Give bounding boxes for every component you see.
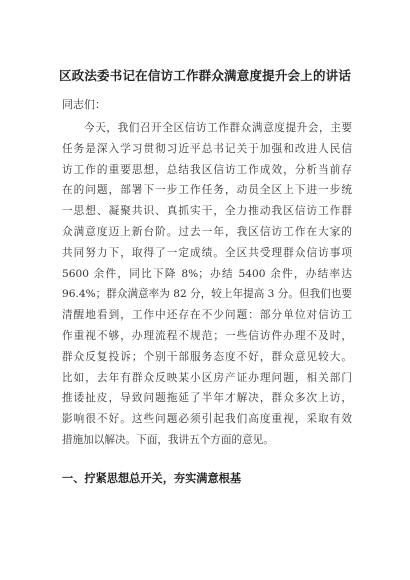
body-line: 任务是深入学习贯彻习近平总书记关于加强和改进人民信 <box>62 142 352 155</box>
body-line: 措施加以解决。下面，我讲五个方面的意见。 <box>62 433 274 446</box>
document-title: 区政法委书记在信访工作群众满意度提升会上的讲话 <box>58 68 352 83</box>
body-line: 推诿扯皮，导致问题拖延了半年才解决，群众多次上访， <box>62 392 352 405</box>
body-line: 5600 余件，同比下降 8%；办结 5400 余件，办结率达 <box>62 267 352 280</box>
body-line: 众满意度迈上新台阶。过去一年，我区信访工作在大家的 <box>62 225 352 238</box>
body-line: 一思想、凝聚共识、真抓实干，全力推动我区信访工作群 <box>62 205 352 218</box>
body-line: 群众反复投诉；个别干部服务态度不好，群众意见较大。 <box>62 350 352 363</box>
body-line: 共同努力下，取得了一定成绩。全区共受理群众信访事项 <box>62 246 352 259</box>
body-line: 作重视不够，办理流程不规范；一些信访件办理不及时， <box>62 329 352 342</box>
body-line: 今天，我们召开全区信访工作群众满意度提升会，主要 <box>84 122 352 134</box>
body-line: 清醒地看到，工作中还存在不少问题：部分单位对信访工 <box>62 309 352 322</box>
body-line: 比如，去年有群众反映某小区房产证办理问题，相关部门 <box>62 371 352 384</box>
body-line: 在的问题，部署下一步工作任务，动员全区上下进一步统 <box>62 184 352 197</box>
body-line: 影响很不好。这些问题必须引起我们高度重视，采取有效 <box>62 413 352 426</box>
body-line: 96.4%；群众满意率为 82 分，较上年提高 3 分。但我们也要 <box>62 288 352 301</box>
salutation: 同志们： <box>62 98 106 111</box>
section-heading: 一、拧紧思想总开关，夯实满意根基 <box>62 471 242 485</box>
body-line: 访工作的重要思想，总结我区信访工作成效，分析当前存 <box>62 163 352 176</box>
body-paragraph <box>62 118 352 451</box>
